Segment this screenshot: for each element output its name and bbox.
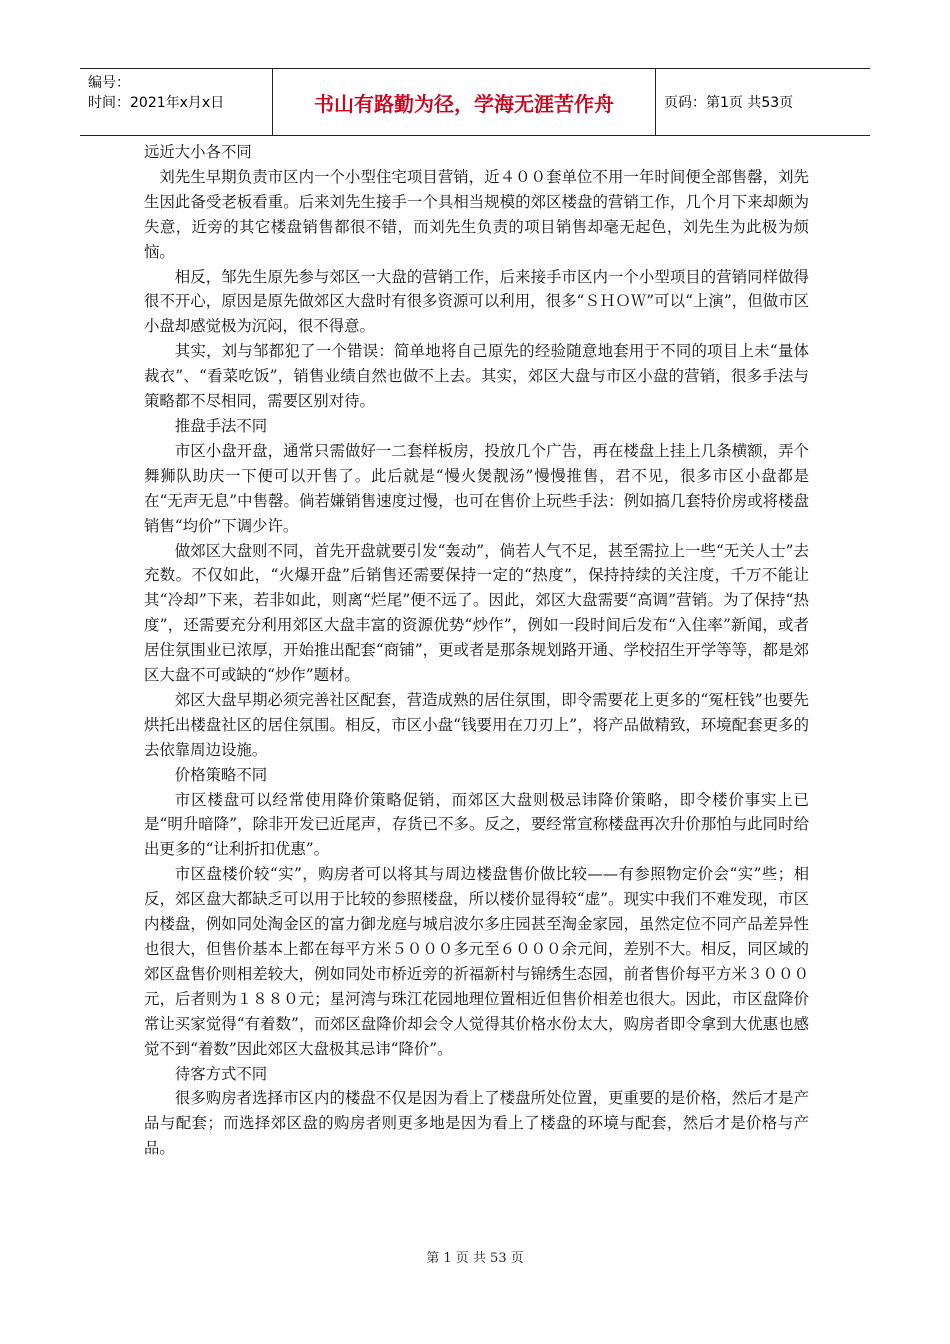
section-heading: 推盘手法不同 [174, 416, 268, 435]
document-date: 时间：2021年x月x日 [88, 95, 225, 111]
paragraph: 刘先生早期负责市区内一个小型住宅项目营销，近４００套单位不用一年时间便全部售罄，刘先生因此备受老板看重。后来刘先生接手一个具相当规模的郊区楼盘的营销工作，几个月下来却颇为失意，近旁的其它楼盘销售都很不错，而刘先生负责的项目销售却毫无起色，刘先生为此极为烦恼。 [144, 167, 809, 261]
header-motto: 书山有路勤为径，学海无涯苦作舟 [273, 69, 656, 135]
page-footer: 第 1 页 共 53 页 [426, 1251, 524, 1266]
document-number-label: 编号： [88, 75, 130, 91]
paragraph: 市区楼盘可以经常使用降价策略促销，而郊区大盘则极忌讳降价策略，即令楼价事实上已是“明升暗降”，除非开发已近尾声，存货已不多。反之，要经常宣称楼盘再次升价那怕与此同时给出更多的“让利折扣优惠”。 [144, 790, 809, 859]
paragraph: 市区盘楼价较“实”，购房者可以将其与周边楼盘售价做比较——有参照物定价会“实”些；相反，郊区盘大都缺乏可以用于比较的参照楼盘，所以楼价显得较“虚”。现实中我们不难发现，市区内楼盘，例如同处淘金区的富力御龙庭与城启波尔多庄园甚至淘金家园，虽然定位不同产品差异性也很大，但售价基本上都在每平方米５０００多元至６０００余元间，差别不大。相反，同区域的郊区盘售价则相差较大，例如同处市桥近旁的祈福新村与锦绣生态园，前者售价每平方米３０００元，后者则为１８８０元；星河湾与珠江花园地理位置相近但售价相差也很大。因此，市区盘降价常让买家觉得“有着数”，而郊区盘降价却会令人觉得其价格水份太大，购房者即令拿到大优惠也感觉不到“着数”因此郊区大盘极其忌讳“降价”。 [144, 865, 809, 1058]
article-title: 远近大小各不同 [144, 143, 252, 161]
header-page-info: 页码：第1页 共53页 [664, 95, 794, 111]
section-heading: 价格策略不同 [174, 765, 268, 784]
paragraph: 其实，刘与邹都犯了一个错误：简单地将自己原先的经验随意地套用于不同的项目上未“量体裁衣”、“看菜吃饭”，销售业绩自然也做不上去。其实，郊区大盘与市区小盘的营销，很多手法与策略都不尽相同，需要区别对待。 [144, 342, 809, 411]
paragraph: 很多购房者选择市区内的楼盘不仅是因为看上了楼盘所处位置，更重要的是价格，然后才是产品与配套；而选择郊区盘的购房者则更多地是因为看上了楼盘的环境与配套，然后才是价格与产品。 [144, 1089, 809, 1158]
section-heading: 待客方式不同 [174, 1064, 268, 1083]
paragraph: 郊区大盘早期必须完善社区配套，营造成熟的居住氛围，即令需要花上更多的“冤枉钱”也要先烘托出楼盘社区的居住氛围。相反，市区小盘“钱要用在刀刃上”，将产品做精致，环境配套更多的去依靠周边设施。 [144, 690, 809, 759]
paragraph: 相反，邹先生原先参与郊区一大盘的营销工作，后来接手市区内一个小型项目的营销同样做得很不开心，原因是原先做郊区大盘时有很多资源可以利用，很多“ＳＨＯＷ”可以“上演”，但做市区小盘却感觉极为沉闷，很不得意。 [144, 267, 809, 336]
article-body [144, 140, 809, 1161]
paragraph: 做郊区大盘则不同，首先开盘就要引发“轰动”，倘若人气不足，甚至需拉上一些“无关人士”去充数。不仅如此，“火爆开盘”后销售还需要保持一定的“热度”，保持持续的关注度，千万不能让其“冷却”下来，若非如此，则离“烂尾”便不远了。因此，郊区大盘需要“高调”营销。为了保持“热度”，还需要充分利用郊区大盘丰富的资源优势“炒作”，例如一段时间后发布“入住率”新闻，或者居住氛围业已浓厚，开始推出配套“商铺”，更或者是那条规划路开通、学校招生开学等等，都是郊区大盘不可或缺的“炒作”题材。 [144, 541, 809, 685]
page-header [80, 68, 870, 136]
paragraph: 市区小盘开盘，通常只需做好一二套样板房，投放几个广告，再在楼盘上挂上几条横额，弄个舞狮队助庆一下便可以开售了。此后就是“慢火煲靓汤”慢慢推售，君不见，很多市区小盘都是在“无声无息”中售罄。倘若嫌销售速度过慢，也可在售价上玩些手法：例如搞几套特价房或将楼盘销售“均价”下调少许。 [144, 441, 809, 535]
header-meta [80, 69, 273, 135]
